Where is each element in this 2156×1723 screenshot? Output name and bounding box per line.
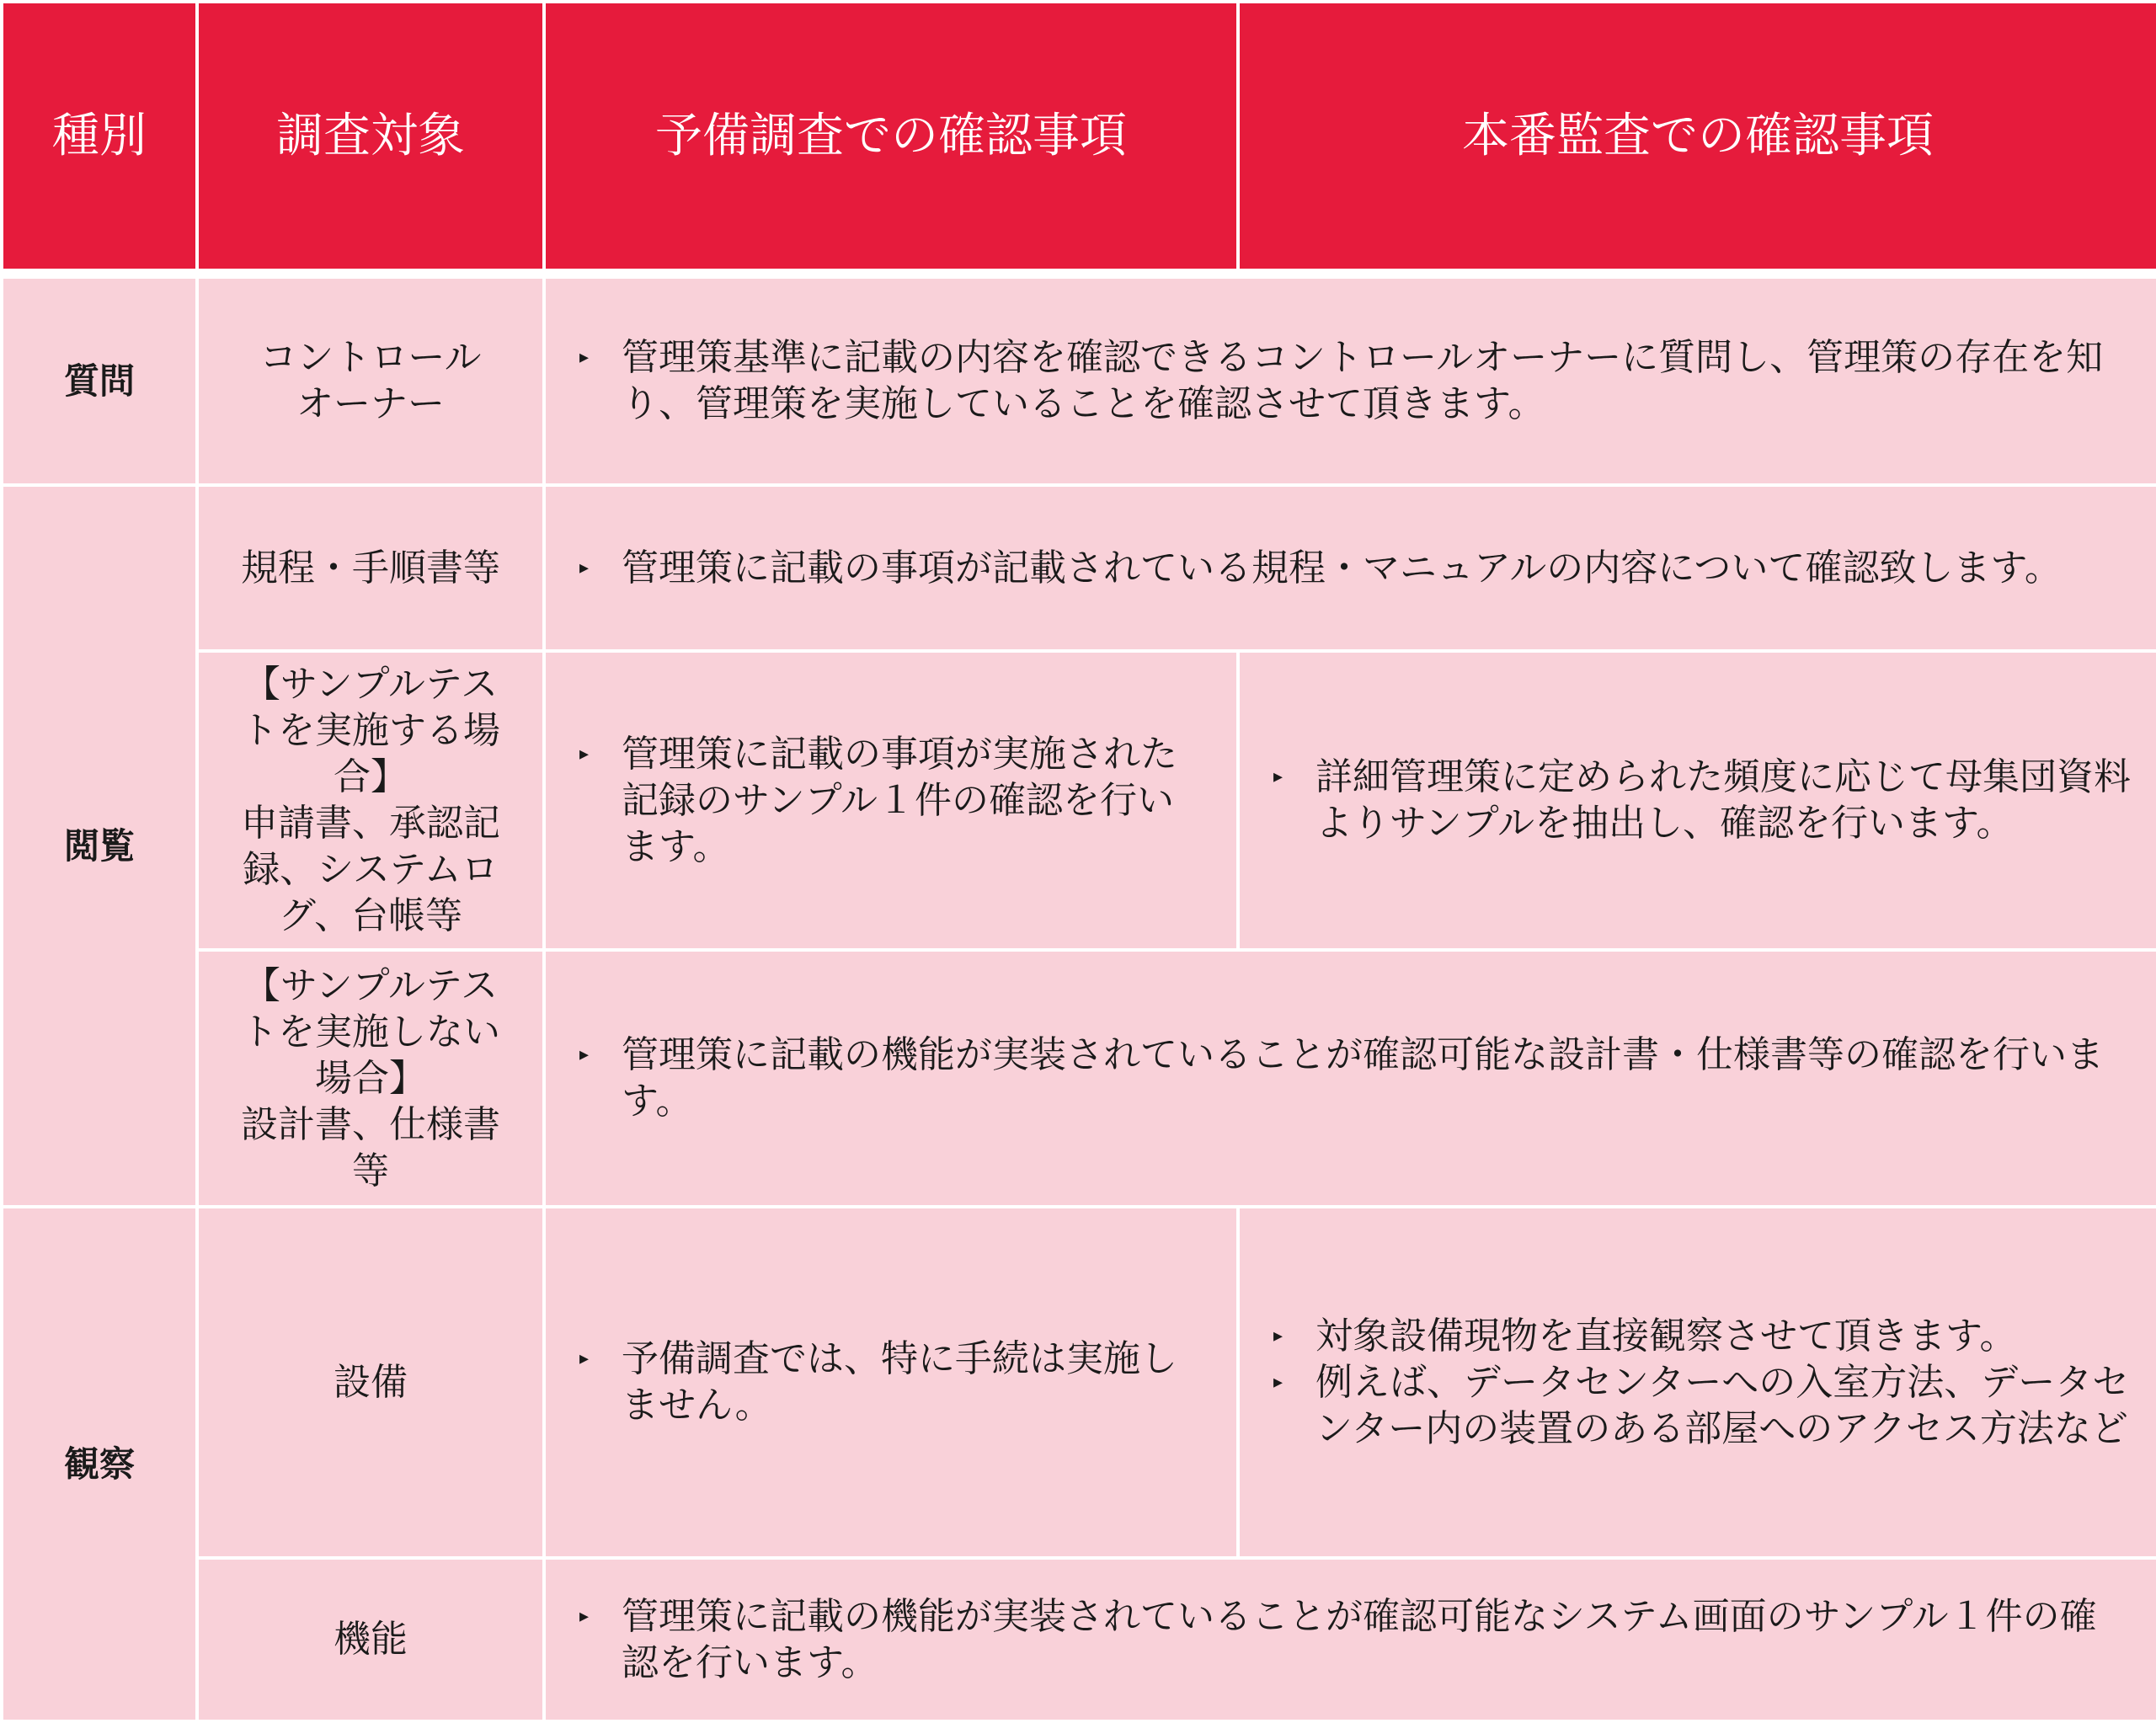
bullet-triangle-icon: ▸ (579, 743, 590, 765)
list-item-text: 管理策基準に記載の内容を確認できるコントロールオーナーに質問し、管理策の存在を知り、管理策を実施していることを確認させて頂きます。 (622, 336, 2104, 426)
list-item (579, 1336, 1211, 1428)
target-sample: 【サンプルテス トを実施する場 合】 申請書、承認記 録、システムロ グ、台帳等 (199, 653, 542, 948)
row-observe-function (3, 1560, 2156, 1720)
bullet-triangle-icon: ▸ (579, 1044, 590, 1066)
list-item-text: 例えば、データセンターへの入室方法、データセンター内の装置のある部屋へのアクセス方法など (1315, 1360, 2130, 1450)
list-item (1273, 1359, 2131, 1452)
list-item-text: 対象設備現物を直接観察させて頂きます。 (1315, 1314, 2017, 1358)
row-read-nosample (3, 952, 2156, 1205)
header-row (3, 3, 2156, 269)
target-function: 機能 (199, 1560, 542, 1720)
list-question (579, 334, 2131, 427)
list-item-text: 管理策に記載の事項が実施された記録のサンプル１件の確認を行います。 (622, 732, 1177, 868)
row-observe-equipment (3, 1208, 2156, 1556)
header-preliminary: 予備調査での確認事項 (546, 3, 1236, 269)
bullet-triangle-icon: ▸ (579, 347, 590, 369)
list-regulations (579, 545, 2131, 591)
list-function (579, 1593, 2131, 1686)
type-question: 質問 (3, 279, 195, 483)
items-function (546, 1560, 2156, 1720)
bullet-triangle-icon: ▸ (579, 1348, 590, 1370)
target-regulations: 規程・手順書等 (199, 487, 542, 649)
bullet-triangle-icon: ▸ (1273, 1325, 1283, 1347)
items-regulations (546, 487, 2156, 649)
list-sample-audit (1273, 754, 2131, 846)
header-audit: 本番監査での確認事項 (1240, 3, 2156, 269)
list-item (579, 1593, 2131, 1686)
target-nosample: 【サンプルテス トを実施しない 場合】 設計書、仕様書 等 (199, 952, 542, 1205)
row-question (3, 279, 2156, 483)
target-equipment: 設備 (199, 1208, 542, 1556)
audit-items-sample (1240, 653, 2156, 948)
audit-items-equipment (1240, 1208, 2156, 1556)
list-item (579, 731, 1211, 870)
header-type: 種別 (3, 3, 195, 269)
list-item (579, 545, 2131, 591)
items-question (546, 279, 2156, 483)
list-nosample (579, 1032, 2131, 1124)
list-item-text: 管理策に記載の機能が実装されていることが確認可能なシステム画面のサンプル１件の確認を行います。 (622, 1594, 2097, 1684)
list-item (1273, 1313, 2131, 1359)
bullet-triangle-icon: ▸ (579, 557, 590, 579)
bullet-triangle-icon: ▸ (1273, 766, 1283, 788)
header-target: 調査対象 (199, 3, 542, 269)
list-item (579, 1032, 2131, 1124)
list-item-text: 管理策に記載の機能が実装されていることが確認可能な設計書・仕様書等の確認を行います。 (622, 1033, 2104, 1123)
target-control-owner: コントロール オーナー (199, 279, 542, 483)
bullet-triangle-icon: ▸ (579, 1605, 590, 1627)
items-nosample (546, 952, 2156, 1205)
list-item-text: 予備調査では、特に手続は実施しません。 (622, 1337, 1177, 1427)
bullet-triangle-icon: ▸ (1273, 1371, 1283, 1393)
preliminary-items-sample (546, 653, 1236, 948)
list-item (1273, 754, 2131, 846)
header-gap (3, 272, 2156, 275)
list-item-text: 詳細管理策に定められた頻度に応じて母集団資料よりサンプルを抽出し、確認を行います。 (1315, 755, 2131, 845)
list-equipment-preliminary (579, 1336, 1211, 1428)
list-sample-preliminary (579, 731, 1211, 870)
row-read-sample (3, 653, 2156, 948)
list-equipment-audit (1273, 1313, 2131, 1452)
row-read-regulations (3, 487, 2156, 649)
type-read: 閲覧 (3, 487, 195, 1205)
list-item (579, 334, 2131, 427)
preliminary-items-equipment (546, 1208, 1236, 1556)
list-item-text: 管理策に記載の事項が記載されている規程・マニュアルの内容について確認致します。 (622, 546, 2062, 589)
type-observe: 観察 (3, 1208, 195, 1720)
